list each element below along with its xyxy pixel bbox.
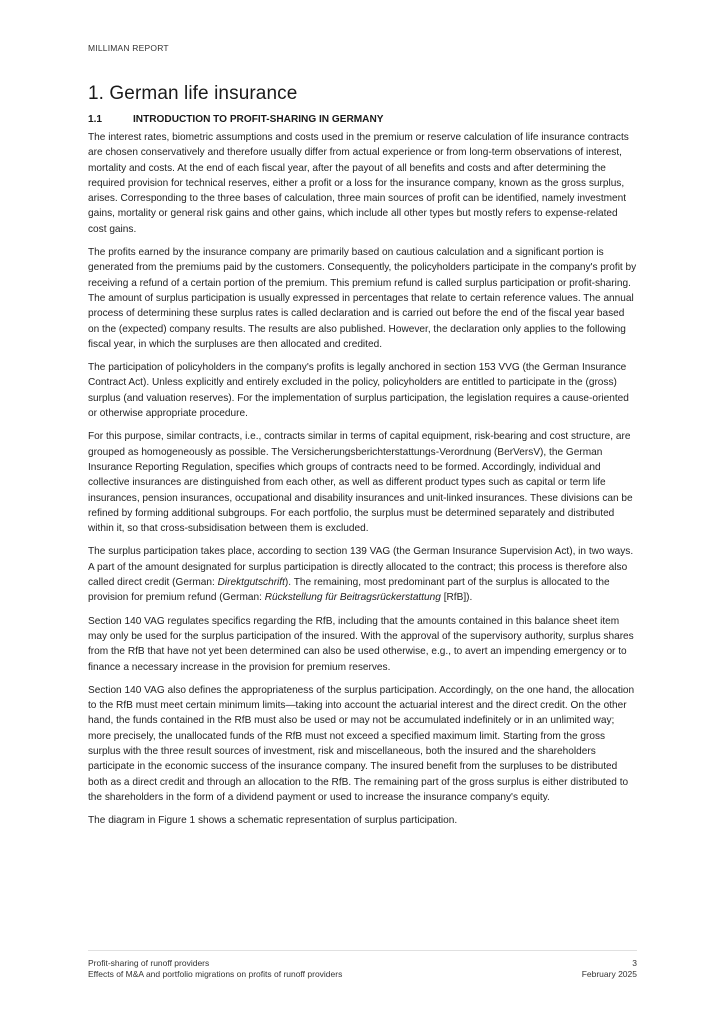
paragraph-7: Section 140 VAG also defines the appropriateness of the surplus participation. Accordingly, on the one hand, the allocation to the RfB must meet certain minimum limits—taking into account the actuarial interest and the direct credit. On the other hand, the funds contained in the RfB must also be used or may not be accumulated indefinitely or in an unlimited way; more precisely, the unallocated funds of the RfB must not exceed a specified maximum limit. Starting from the gross surplus with the three result sources of investment, risk and miscellaneous, both the insured and the shareholders participate in the economic success of the insurance company. The insured benefit from the surpluses to be distributed both as a direct credit and through an allocation to the RfB. The remaining part of the gross surplus is either distributed to the shareholders in the form of a dividend payment or used to increase the insurance company's equity. <box>88 684 635 803</box>
report-header: MILLIMAN REPORT <box>88 43 169 53</box>
footer-title-line-2: Effects of M&A and portfolio migrations on profits of runoff providers <box>88 969 343 979</box>
paragraph-4: For this purpose, similar contracts, i.e., contracts similar in terms of capital equipment, risk-bearing and cost structure, are grouped as homogeneously as possible. The Versicherungsberichterstattungs-Verordnung (BerVersV), the German Insurance Reporting Regulation, specifies which groups of contracts need to be formed. Accordingly, individual and collective insurances are distinguished from each other, as well as different product types such as capital or term life insurances, pension insurances, occupational and disability insurances and unit-linked insurances. These divisions can be refined by forming additional subgroups. For each portfolio, the surplus must be determined separately and distributed within it, so that cross-subsidisation between them is excluded. <box>88 431 633 535</box>
paragraph-5-text-c: ). The remaining, most predominant part of the surplus is allocated to the provision for premium refund (German: <box>88 577 610 604</box>
footer-date: February 2025 <box>581 969 637 979</box>
page-footer <box>88 958 637 980</box>
paragraph-3: The participation of policyholders in the company's profits is legally anchored in section 153 VVG (the German Insurance Contract Act). Unless explicitly and entirely excluded in the policy, policyholders are entitled to participate in the (gross) surplus (and valuation reserves). For the implementation of surplus participation, the legislation requires a cause-oriented or otherwise appropriate procedure. <box>88 362 629 420</box>
paragraph-5 <box>88 544 638 605</box>
footer-divider <box>88 950 637 951</box>
paragraph-5-text-e: [RfB]). <box>440 592 473 604</box>
paragraph-6: Section 140 VAG regulates specifics regarding the RfB, including that the amounts contained in this balance sheet item may only be used for the surplus participation of the insured. With the approval of the supervisory authority, surplus shares from the RfB that have not yet been determined can also be used otherwise, e.g., to avert an impending emergency or to finance a necessary increase in the provision for premium reserves. <box>88 615 634 673</box>
main-content <box>88 82 638 836</box>
page-number: 3 <box>632 958 637 968</box>
paragraph-5-text-a: The surplus participation takes place, according to section 139 VAG (the German Insurance Supervision Act), in two ways. A part of the amount designated for surplus participation is directly allocated to the contract; this process is therefore also called direct credit (German: <box>88 546 634 589</box>
section-heading <box>88 114 638 125</box>
paragraph-2: The profits earned by the insurance company are primarily based on cautious calculation and a significant portion is generated from the premiums paid by the customers. Consequently, the policyholders participate in the company's profit by receiving a refund of a certain portion of the premium. This premium refund is called surplus participation or profit-sharing. The amount of surplus participation is usually expressed in percentages that relate to certain reference values. The annual process of determining these surplus rates is called declaration and is carried out before the end of the fiscal year based on the (expected) company results. The results are also published. However, the declaration only applies to the following fiscal year, in which the surpluses are then allocated and credited. <box>88 247 637 350</box>
paragraph-8: The diagram in Figure 1 shows a schematic representation of surplus participation. <box>88 815 458 827</box>
footer-title-line-1: Profit-sharing of runoff providers <box>88 958 210 968</box>
german-term-direktgutschrift: Direktgutschrift <box>217 577 285 589</box>
german-term-rfb: Rückstellung für Beitragsrückerstattung <box>264 592 441 604</box>
section-number: 1.1 <box>88 114 103 125</box>
section-title: INTRODUCTION TO PROFIT-SHARING IN GERMANY <box>133 114 384 125</box>
chapter-title: 1. German life insurance <box>88 83 298 104</box>
paragraph-1: The interest rates, biometric assumptions and costs used in the premium or reserve calculation of life insurance contracts are chosen conservatively and therefore usually differ from actual experience or from long-term observations of interest, mortality and costs. At the end of each fiscal year, after the payout of all benefits and costs and after determining the required provision for technical reserves, either a profit or a loss for the insurance company, known as the gross surplus, arises. Corresponding to the three bases of calculation, three main sources of profit can be identified, namely investment gains, mortality or general risk gains and other gains, which include all other types but mostly refers to expense-related cost gains. <box>88 132 629 235</box>
